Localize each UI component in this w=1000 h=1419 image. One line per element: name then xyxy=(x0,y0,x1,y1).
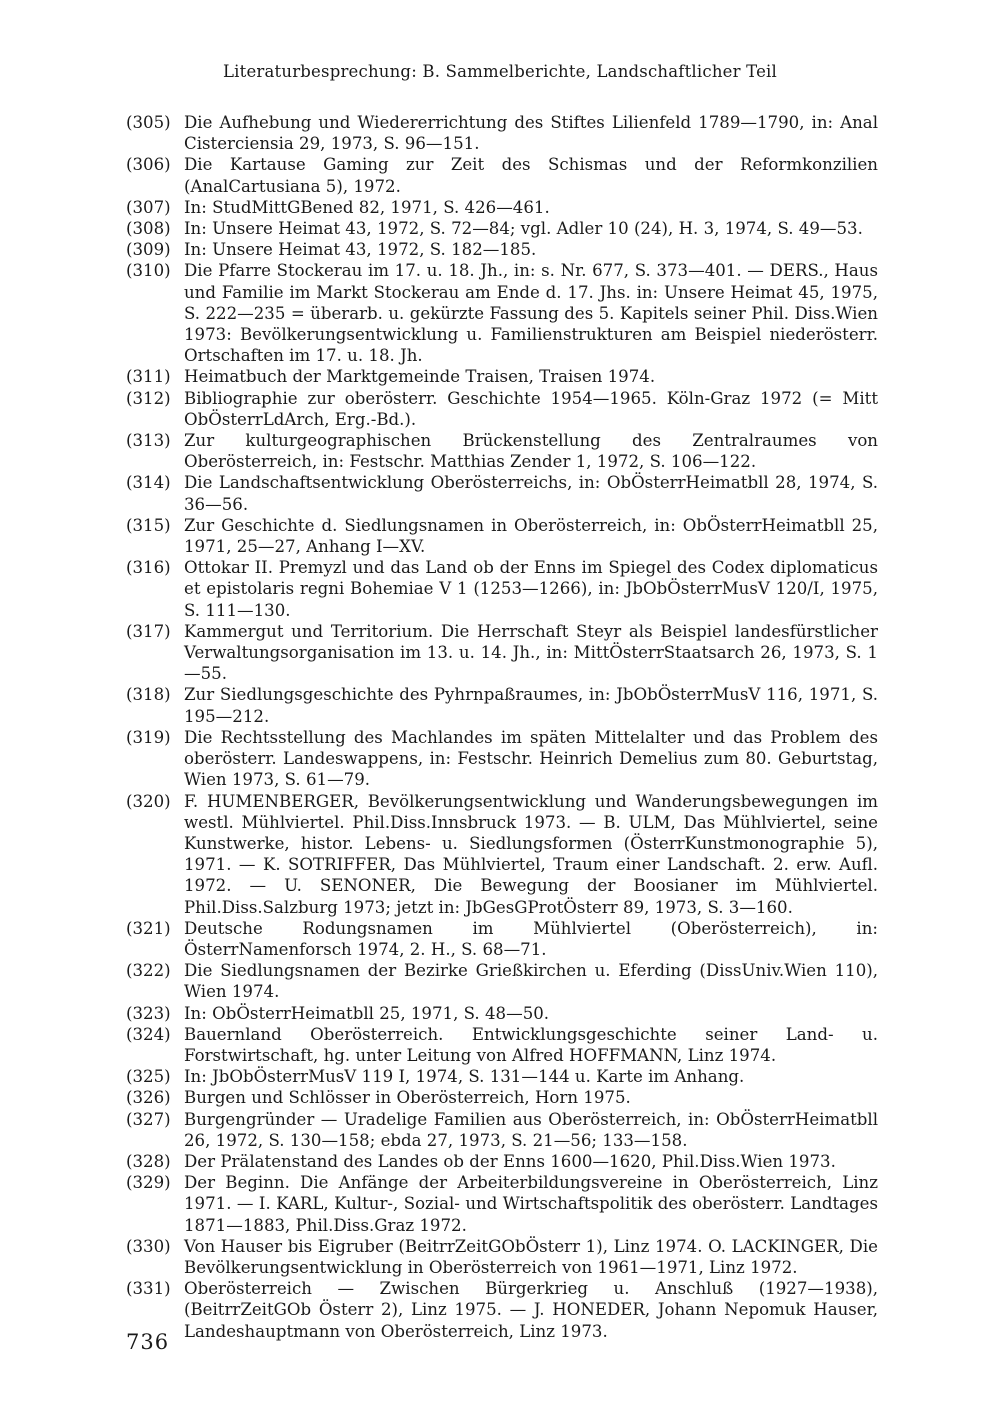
footnote-text: F. HUMENBERGER, Bevölkerungsentwicklung und Wanderungsbewegungen im westl. Mühlviertel. Phil.Diss.Innsbruck 1973. — B. ULM, Das Mühlviertel, seine Kunstwerke, histor. Lebens- u. Siedlungsformen (ÖsterrKunstmonographie 5), 1971. — K. SOTRIFFER, Das Mühlviertel, Traum einer Landschaft. 2. erw. Aufl. 1972. — U. SENONER, Die Bewegung der Boosianer im Mühlviertel. Phil.Diss.Salzburg 1973; jetzt in: JbGesGProtÖsterr 89, 1973, S. 3—160. xyxy=(184,791,878,917)
footnote-item xyxy=(126,515,878,557)
footnote-item xyxy=(126,430,878,472)
footnote-item xyxy=(126,727,878,791)
footnote-item xyxy=(126,388,878,430)
footnote-text: Burgengründer — Uradelige Familien aus Oberösterreich, in: ObÖsterrHeimatbll 26, 1972, S. 130—158; ebda 27, 1973, S. 21—56; 133—158. xyxy=(184,1109,878,1150)
footnote-number: (324) xyxy=(126,1024,171,1044)
footnote-number: (328) xyxy=(126,1151,171,1171)
page-number: 736 xyxy=(126,1330,170,1354)
footnote-text: Zur kulturgeographischen Brückenstellung des Zentralraumes von Oberösterreich, in: Festschr. Matthias Zender 1, 1972, S. 106—122. xyxy=(184,431,878,472)
footnote-number: (307) xyxy=(126,197,171,217)
footnote-item xyxy=(126,1024,878,1066)
footnote-item xyxy=(126,197,878,218)
footnote-item xyxy=(126,239,878,260)
footnote-text: Die Siedlungsnamen der Bezirke Grießkirchen u. Eferding (DissUniv.Wien 110), Wien 1974. xyxy=(184,961,878,1002)
footnote-text: Der Beginn. Die Anfänge der Arbeiterbildungsvereine in Oberösterreich, Linz 1971. — I. KARL, Kultur-, Sozial- und Wirtschaftspolitik des oberösterr. Landtages 1871—1883, Phil.Diss.Graz 1972. xyxy=(184,1173,878,1235)
footnote-text: Zur Siedlungsgeschichte des Pyhrnpaßraumes, in: JbObÖsterrMusV 116, 1971, S. 195—212. xyxy=(184,685,878,726)
footnote-number: (314) xyxy=(126,473,171,493)
footnote-number: (306) xyxy=(126,155,171,175)
footnote-text: In: StudMittGBened 82, 1971, S. 426—461. xyxy=(184,197,550,217)
footnote-text: In: Unsere Heimat 43, 1972, S. 72—84; vgl. Adler 10 (24), H. 3, 1974, S. 49—53. xyxy=(184,219,863,239)
footnote-text: In: Unsere Heimat 43, 1972, S. 182—185. xyxy=(184,240,537,260)
footnote-number: (318) xyxy=(126,685,171,705)
footnote-text: Bibliographie zur oberösterr. Geschichte 1954—1965. Köln-Graz 1972 (= Mitt ObÖsterrLdArch, Erg.-Bd.). xyxy=(184,388,878,429)
footnote-number: (319) xyxy=(126,727,171,747)
footnote-item xyxy=(126,1109,878,1151)
footnote-number: (320) xyxy=(126,791,171,811)
footnote-item xyxy=(126,154,878,196)
footnote-number: (309) xyxy=(126,240,171,260)
footnote-item xyxy=(126,112,878,154)
footnote-number: (315) xyxy=(126,515,171,535)
footnote-number: (327) xyxy=(126,1109,171,1129)
footnote-item xyxy=(126,1236,878,1278)
footnote-text: Oberösterreich — Zwischen Bürgerkrieg u. Anschluß (1927—1938), (BeitrrZeitGOb Österr 2), Linz 1975. — J. HONEDER, Johann Nepomuk Hauser, Landeshauptmann von Oberösterreich, Linz 1973. xyxy=(184,1279,878,1341)
footnote-text: Bauernland Oberösterreich. Entwicklungsgeschichte seiner Land- u. Forstwirtschaft, hg. unter Leitung von Alfred HOFFMANN, Linz 1974. xyxy=(184,1024,878,1065)
footnote-text: Burgen und Schlösser in Oberösterreich, Horn 1975. xyxy=(184,1088,631,1108)
footnote-item xyxy=(126,1172,878,1236)
footnote-item xyxy=(126,366,878,387)
footnote-text: Die Rechtsstellung des Machlandes im späten Mittelalter und das Problem des oberösterr. Landeswappens, in: Festschr. Heinrich Demelius zum 80. Geburtstag, Wien 1973, S. 61—79. xyxy=(184,727,878,790)
footnote-item xyxy=(126,472,878,514)
footnote-number: (321) xyxy=(126,918,171,938)
footnote-item xyxy=(126,1151,878,1172)
footnote-number: (331) xyxy=(126,1279,171,1299)
footnote-text: Die Landschaftsentwicklung Oberösterreichs, in: ObÖsterrHeimatbll 28, 1974, S. 36—56. xyxy=(184,473,878,514)
footnote-text: Von Hauser bis Eigruber (BeitrrZeitGObÖsterr 1), Linz 1974. O. LACKINGER, Die Bevölkerungsentwicklung in Oberösterreich von 1961—1971, Linz 1972. xyxy=(184,1236,878,1277)
footnote-number: (313) xyxy=(126,431,171,451)
footnote-text: Deutsche Rodungsnamen im Mühlviertel (Oberösterreich), in: ÖsterrNamenforsch 1974, 2. H., S. 68—71. xyxy=(184,918,878,959)
footnote-text: Die Kartause Gaming zur Zeit des Schismas und der Reformkonzilien (AnalCartusiana 5), 1972. xyxy=(184,155,878,196)
footnote-list xyxy=(126,112,878,1342)
footnote-text: In: JbObÖsterrMusV 119 I, 1974, S. 131—144 u. Karte im Anhang. xyxy=(184,1067,745,1087)
footnote-number: (311) xyxy=(126,367,171,387)
footnote-item xyxy=(126,918,878,960)
footnote-item xyxy=(126,621,878,685)
footnote-text: Die Pfarre Stockerau im 17. u. 18. Jh., in: s. Nr. 677, S. 373—401. — DERS., Haus und Familie im Markt Stockerau am Ende d. 17. Jhs. in: Unsere Heimat 45, 1975, S. 222—235 = überarb. u. gekürzte Fassung des 5. Kapitels seiner Phil. Diss.Wien 1973: Bevölkerungsentwicklung u. Familienstrukturen am Beispiel niederösterr. Ortschaften im 17. u. 18. Jh. xyxy=(184,261,878,366)
footnote-text: Heimatbuch der Marktgemeinde Traisen, Traisen 1974. xyxy=(184,367,656,387)
footnote-number: (317) xyxy=(126,621,171,641)
footnote-item xyxy=(126,1087,878,1108)
footnote-number: (305) xyxy=(126,113,171,132)
footnote-number: (312) xyxy=(126,388,171,408)
footnote-number: (308) xyxy=(126,219,171,239)
footnote-item xyxy=(126,1066,878,1087)
footnote-item xyxy=(126,791,878,918)
footnote-number: (310) xyxy=(126,261,171,281)
footnote-item xyxy=(126,218,878,239)
footnote-number: (325) xyxy=(126,1067,171,1087)
footnote-item xyxy=(126,960,878,1002)
footnote-number: (322) xyxy=(126,961,171,981)
footnote-item xyxy=(126,1003,878,1024)
footnote-number: (323) xyxy=(126,1003,171,1023)
footnote-text: In: ObÖsterrHeimatbll 25, 1971, S. 48—50. xyxy=(184,1003,550,1023)
footnote-number: (330) xyxy=(126,1236,171,1256)
footnote-number: (329) xyxy=(126,1173,171,1193)
running-head: Literaturbesprechung: B. Sammelberichte, Landschaftlicher Teil xyxy=(223,62,777,81)
footnote-text: Der Prälatenstand des Landes ob der Enns 1600—1620, Phil.Diss.Wien 1973. xyxy=(184,1151,836,1171)
footnote-text: Ottokar II. Premyzl und das Land ob der Enns im Spiegel des Codex diplomaticus et epistolaris regni Bohemiae V 1 (1253—1266), in: JbObÖsterrMusV 120/I, 1975, S. 111—130. xyxy=(184,558,878,620)
footnote-text: Kammergut und Territorium. Die Herrschaft Steyr als Beispiel landesfürstlicher Verwaltungsorganisation im 13. u. 14. Jh., in: MittÖsterrStaatsarch 26, 1973, S. 1—55. xyxy=(184,621,878,684)
footnote-item xyxy=(126,260,878,366)
footnote-text: Zur Geschichte d. Siedlungsnamen in Oberösterreich, in: ObÖsterrHeimatbll 25, 1971, 25—27, Anhang I—XV. xyxy=(184,515,878,557)
footnote-number: (326) xyxy=(126,1088,171,1108)
footnote-text: Die Aufhebung und Wiedererrichtung des Stiftes Lilienfeld 1789—1790, in: Anal Cisterciensia 29, 1973, S. 96—151. xyxy=(184,113,878,154)
footnote-item xyxy=(126,557,878,621)
footnote-number: (316) xyxy=(126,558,171,578)
footnote-item xyxy=(126,684,878,726)
footnote-item xyxy=(126,1278,878,1342)
